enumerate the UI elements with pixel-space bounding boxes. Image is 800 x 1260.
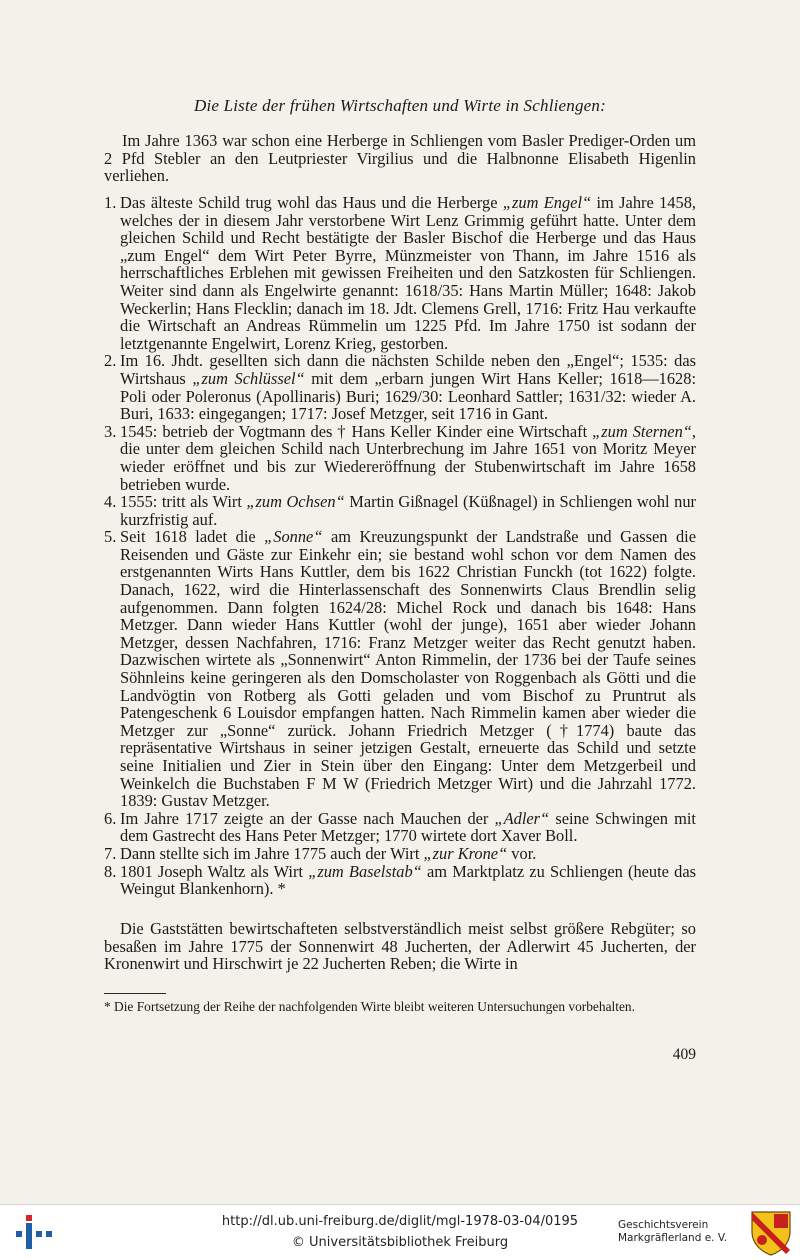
inn-name: „Sonne“ (264, 527, 323, 547)
society-name-line1: Geschichtsverein (618, 1219, 709, 1231)
inn-name: „zur Krone“ (423, 843, 508, 863)
page-header: Die Liste der frühen Wirtschaften und Wirte in Schliengen: (194, 96, 606, 115)
list-item-text: Dann stellte sich im Jahre 1775 auch der Wirt (120, 843, 424, 863)
list-item (104, 423, 696, 493)
inn-name: „zum Schlüssel“ (192, 368, 305, 388)
list-item-number: 5. (104, 527, 117, 547)
list-item-text: , die unter dem gleichen Schild nach Unterbrechung im Jahre 1651 von Moritz Meyer wieder eröffnet und bis zur Wiedereröffnung der Stubenwirtschaft im Jahre 1658 betrieben wurde. (120, 421, 696, 494)
list-item (104, 810, 696, 845)
page-number: 409 (672, 1046, 696, 1063)
list-item (104, 194, 696, 352)
list-item-text: Im Jahre 1717 zeigte an der Gasse nach Mauchen der (120, 808, 495, 828)
closing-paragraph: Die Gaststätten bewirtschafteten selbstverständlich meist selbst größere Rebgüter; so besaßen im Jahre 1775 der Sonnenwirt 48 Jucherten, der Adlerwirt 45 Jucherten, der Kronenwirt und Hirschwirt je 22 Jucherten Reben; die Wirte in (104, 919, 696, 974)
list-item-text: am Kreuzungspunkt der Landstraße und Gassen die Reisenden und Gäste zur Einkehr ein; sie bestand wohl schon vor dem Namen des erstgenannten Wirts Hans Kuttler, dem bis 1622 Christian Funckh (tot 1622) folgte. Danach, 1622, wird die Hinterlassenschaft des Sonnenwirts Claus Brendlin selig aufgenommen. Dann folgten 1624/28: Michel Rock und danach bis 1648: Hans Metzger. Dann wieder Hans Kuttler (wohl der junge), 1651 aber wieder Johann Metzger, dessen Nachfahren, 1716: Franz Metzger weiter das Recht genutzt haben. Dazwischen wirtete als „Sonnenwirt“ Anton Rimmelin, der 1736 bei der Taufe seines Söhnleins keine geringeren als den Domscholaster von Roggenbach als Götti und die Landvögtin von Rotberg als Gotti geladen und vom Bischof zu Pruntrut als Patengeschenk 6 Louisdor empfangen hatten. Nach Rimmelin kamen aber wieder die Metzger zur „Sonne“ zurück. Johann Friedrich Metzger (†1774) baute das repräsentative Wirtshaus in seiner jetzigen Gestalt, erneuerte das Schild und setzte seine Initialien und Zier in Stein über den Eingang: Unter dem Metzgerbeil und Weinkelch die Buchstaben F M W (Friedrich Metzger Wirt) und die Jahrzahl 1772. 1839: Gustav Metzger. (120, 527, 696, 811)
list-item-text: 1545: betrieb der Vogtmann des † Hans Keller Kinder eine Wirtschaft (120, 421, 593, 441)
list-item-number: 3. (104, 421, 117, 441)
coat-of-arms-icon (750, 1210, 792, 1256)
society-name (618, 1219, 727, 1245)
document-url-link[interactable]: http://dl.ub.uni-freiburg.de/diglit/mgl-1978-03-04/0195 (221, 1214, 579, 1229)
list-item-text: Martin Gißnagel (Küßnagel) in Schliengen wohl nur kurzfristig auf. (120, 492, 696, 529)
list-item (104, 528, 696, 810)
list-item-text: 1555: tritt als Wirt (120, 492, 247, 512)
list-item-number: 4. (104, 492, 117, 512)
footnote: * Die Fortsetzung der Reihe der nachfolgenden Wirte bleibt weiteren Untersuchungen vorbehalten. (104, 999, 635, 1014)
list-item (104, 863, 696, 898)
list-item-text: 1801 Joseph Waltz als Wirt (120, 861, 309, 881)
list-item-text: im Jahre 1458, welches der in diesem Jahr verstorbene Wirt Lenz Grimmig geführt hatte. Unter dem gleichen Schild und Recht bestätigte der Basler Bischof die Herberge und das Haus „zum Engel“ dem Wirt Peter Byrre, Münzmeister von Thann, im Jahre 1516 als herrschaftliches Erblehen mit gewissen Freiheiten und den Satzkosten für Schliengen. Weiter sind dann als Engelwirte genannt: 1618/35: Hans Martin Müller; 1648: Jakob Weckerlin; Hans Flecklin; danach im 18. Jdt. Clemens Grell, 1716: Fritz Hau verkaufte die Wirtschaft an Andreas Rümmelin um 1225 Pfd. Im Jahre 1750 ist sodann der letztgenannte Engelwirt, Lorenz Krieg, gestorben. (120, 193, 696, 353)
list-item-text: Seit 1618 ladet die (120, 527, 265, 547)
copyright-notice: © Universitätsbibliothek Freiburg (291, 1235, 509, 1250)
list-item (104, 845, 696, 863)
footnote-divider (104, 993, 166, 994)
list-item-number: 2. (104, 351, 117, 371)
inn-name: „zum Sternen“ (592, 421, 692, 441)
list-item-number: 1. (104, 193, 117, 212)
list-item-text: seine Schwingen mit dem Gastrecht des Hans Peter Metzger; 1770 wirtete dort Xaver Boll. (120, 808, 696, 846)
list-item-number: 8. (104, 861, 117, 881)
list-item-text: vor. (507, 843, 537, 863)
list-item-number: 6. (104, 808, 117, 828)
inn-name: „zum Ochsen“ (246, 492, 345, 512)
inn-name: „zum Baselstab“ (308, 861, 422, 881)
list-item (104, 493, 696, 528)
viewer-footer (0, 1204, 800, 1260)
list-item-number: 7. (104, 843, 117, 863)
list-item-text: Das älteste Schild trug wohl das Haus und die Herberge (120, 193, 503, 212)
list-item-text: Im 16. Jhdt. gesellten sich dann die nächsten Schilde neben den „Engel“; 1535: das Wirtshaus (120, 351, 696, 388)
inn-list (104, 194, 696, 898)
list-item (104, 352, 696, 422)
list-item-text: am Marktplatz zu Schliengen (heute das Weingut Blankenhorn). * (120, 861, 696, 899)
society-name-line2: Markgräflerland e. V. (618, 1232, 728, 1244)
inn-name: „Adler“ (494, 808, 550, 828)
intro-paragraph: Im Jahre 1363 war schon eine Herberge in Schliengen vom Basler Prediger-Orden um 2 Pfd Stebler an den Leutpriester Virgilius und die Halbnonne Elisabeth Higenlin verliehen. (104, 131, 696, 186)
inn-name: „zum Engel“ (502, 193, 592, 212)
list-item-text: mit dem „erbarn jungen Wirt Hans Keller; 1618—1628: Poli oder Poleronus (Apollinaris) Buri; 1629/30: Leonhard Sattler; 1631/32: wieder A. Buri, 1633: eingegangen; 1717: Josef Metzger, seit 1716 in Gant. (120, 368, 697, 424)
